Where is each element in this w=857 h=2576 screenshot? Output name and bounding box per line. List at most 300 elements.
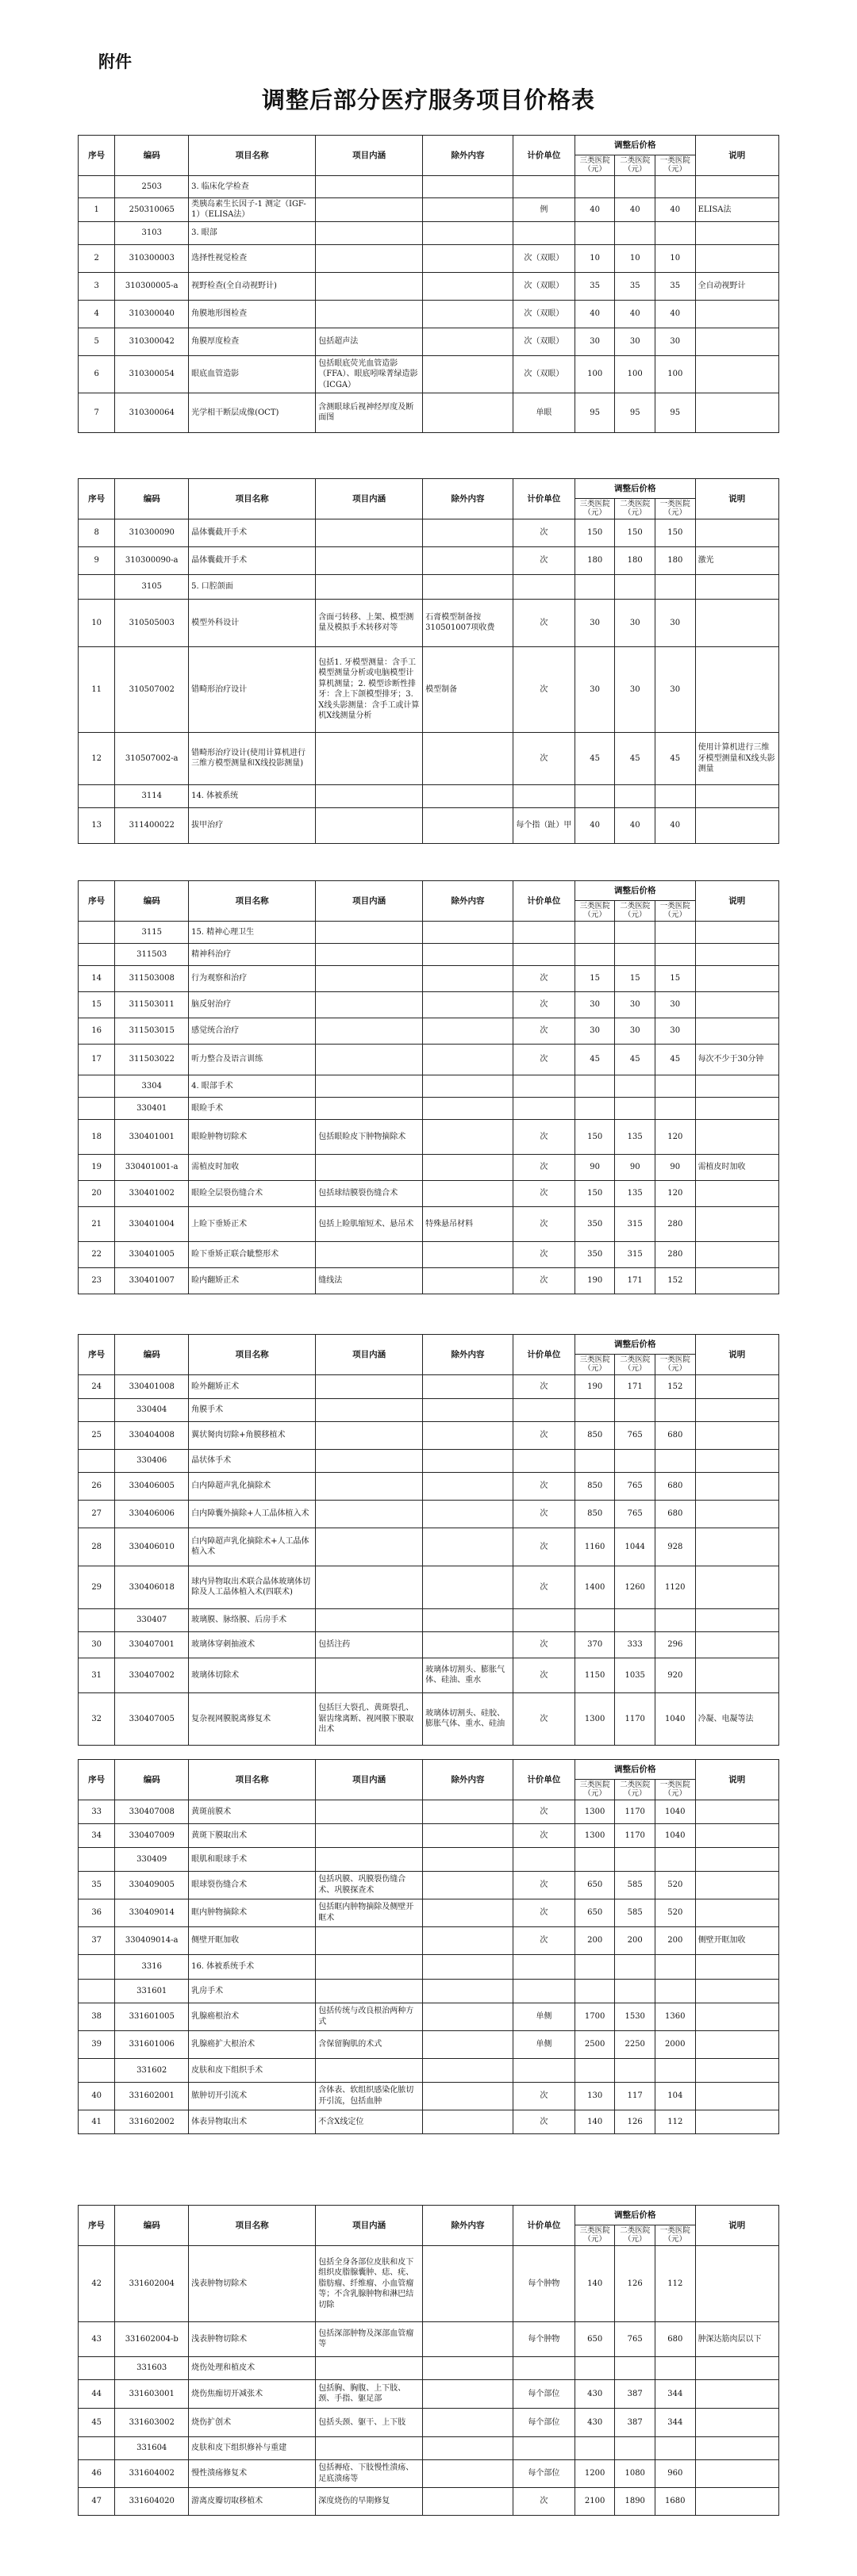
cell-seq: 1 — [79, 197, 115, 221]
cell-unit: 次 — [513, 1421, 575, 1449]
cell-code: 330406018 — [115, 1566, 189, 1608]
cell-code: 330404 — [115, 1398, 189, 1421]
cell-seq — [79, 2436, 115, 2459]
cell-unit — [513, 1847, 575, 1871]
cell-price-class2: 765 — [615, 1500, 655, 1528]
cell-name: 白内障超声乳化摘除术+人工晶体植入术 — [189, 1528, 316, 1566]
cell-code: 331602004 — [115, 2245, 189, 2321]
table-row — [79, 2082, 779, 2110]
cell-seq: 16 — [79, 1018, 115, 1044]
cell-content — [316, 1954, 423, 1979]
cell-content — [316, 943, 423, 965]
cell-unit: 次（双眼） — [513, 300, 575, 328]
cell-note — [695, 1097, 778, 1119]
cell-note — [695, 1528, 778, 1566]
cell-name: 玻璃体切除术 — [189, 1658, 316, 1692]
header-class1-hospital: 一类医院（元） — [655, 901, 695, 922]
cell-seq: 21 — [79, 1206, 115, 1241]
cell-unit: 次 — [513, 2110, 575, 2133]
header-note: 说明 — [695, 479, 778, 519]
cell-price-class1: 30 — [655, 646, 695, 732]
cell-unit: 每个部位 — [513, 2408, 575, 2436]
header-seq: 序号 — [79, 2206, 115, 2246]
cell-seq: 40 — [79, 2082, 115, 2110]
cell-price-class3 — [575, 2356, 615, 2379]
cell-code: 311503 — [115, 943, 189, 965]
cell-seq — [79, 1075, 115, 1097]
cell-name: 烧伤焦痂切开减张术 — [189, 2379, 316, 2408]
cell-seq: 22 — [79, 1241, 115, 1267]
cell-name: 皮肤和皮下组织手术 — [189, 2058, 316, 2082]
cell-content: 包括眼底荧光血管造影（FFA）、眼底吲哚菁绿造影（ICGA） — [316, 355, 423, 393]
cell-price-class2: 171 — [615, 1374, 655, 1398]
header-row — [79, 1335, 779, 1355]
cell-price-class3: 850 — [575, 1500, 615, 1528]
cell-price-class3: 30 — [575, 646, 615, 732]
cell-price-class3 — [575, 2436, 615, 2459]
cell-name: 14. 体被系统 — [189, 784, 316, 807]
cell-note — [695, 1421, 778, 1449]
category-row — [79, 2356, 779, 2379]
cell-price-class1 — [655, 1449, 695, 1472]
cell-note — [695, 574, 778, 599]
cell-excluded — [423, 1374, 513, 1398]
cell-note — [695, 221, 778, 244]
cell-name: 错畸形治疗设计 — [189, 646, 316, 732]
cell-note — [695, 1823, 778, 1847]
cell-excluded — [423, 574, 513, 599]
cell-content: 包括眶内肿物摘除及侧壁开眶术 — [316, 1899, 423, 1926]
cell-note — [695, 1018, 778, 1044]
cell-price-class2 — [615, 2356, 655, 2379]
cell-content — [316, 1800, 423, 1823]
cell-excluded — [423, 1180, 513, 1206]
cell-price-class1: 112 — [655, 2110, 695, 2133]
cell-note — [695, 1566, 778, 1608]
cell-unit: 次 — [513, 1180, 575, 1206]
cell-price-class1 — [655, 221, 695, 244]
header-adjusted-price: 调整后价格 — [575, 2206, 695, 2225]
header-row — [79, 881, 779, 901]
cell-price-class1: 45 — [655, 732, 695, 784]
cell-unit: 次 — [513, 1154, 575, 1180]
cell-code: 330401004 — [115, 1206, 189, 1241]
cell-note — [695, 921, 778, 943]
table-row — [79, 1018, 779, 1044]
cell-seq: 9 — [79, 546, 115, 574]
header-class3-hospital: 三类医院（元） — [575, 1780, 615, 1800]
cell-excluded — [423, 2459, 513, 2487]
cell-unit: 次 — [513, 1926, 575, 1954]
cell-seq: 43 — [79, 2321, 115, 2356]
cell-price-class3: 130 — [575, 2082, 615, 2110]
cell-code: 311503011 — [115, 991, 189, 1018]
cell-price-class3: 100 — [575, 355, 615, 393]
cell-content — [316, 1374, 423, 1398]
cell-price-class3: 30 — [575, 599, 615, 646]
table-row — [79, 272, 779, 300]
cell-name: 玻璃膜、脉络膜、后房手术 — [189, 1608, 316, 1631]
table-row — [79, 546, 779, 574]
cell-name: 听力整合及语言训练 — [189, 1044, 316, 1075]
table-row — [79, 300, 779, 328]
table-row — [79, 1871, 779, 1899]
cell-price-class1: 520 — [655, 1871, 695, 1899]
cell-note — [695, 1267, 778, 1294]
table-row — [79, 646, 779, 732]
cell-code: 310300064 — [115, 393, 189, 432]
cell-note — [695, 2379, 778, 2408]
cell-price-class3: 2500 — [575, 2030, 615, 2058]
cell-code: 3115 — [115, 921, 189, 943]
cell-price-class3: 45 — [575, 732, 615, 784]
cell-note — [695, 1180, 778, 1206]
cell-excluded — [423, 272, 513, 300]
cell-seq: 7 — [79, 393, 115, 432]
cell-name: 脑反射治疗 — [189, 991, 316, 1018]
cell-excluded — [423, 2321, 513, 2356]
cell-excluded — [423, 1267, 513, 1294]
cell-price-class1: 40 — [655, 300, 695, 328]
cell-code: 331602 — [115, 2058, 189, 2082]
cell-excluded — [423, 175, 513, 197]
cell-name: 角膜厚度检查 — [189, 328, 316, 355]
header-content: 项目内涵 — [316, 1760, 423, 1800]
cell-seq: 28 — [79, 1528, 115, 1566]
cell-name: 晶状体手术 — [189, 1449, 316, 1472]
cell-price-class1 — [655, 1075, 695, 1097]
header-code: 编码 — [115, 136, 189, 176]
table-row — [79, 244, 779, 272]
cell-unit: 次 — [513, 1899, 575, 1926]
cell-name: 视野检查(全自动视野计) — [189, 272, 316, 300]
cell-price-class3: 150 — [575, 1180, 615, 1206]
cell-price-class2: 135 — [615, 1119, 655, 1154]
table-row — [79, 2408, 779, 2436]
cell-price-class1 — [655, 1979, 695, 2003]
header-row — [79, 136, 779, 155]
category-row — [79, 1097, 779, 1119]
cell-unit: 次（双眼） — [513, 244, 575, 272]
cell-unit: 次（双眼） — [513, 328, 575, 355]
cell-excluded — [423, 1398, 513, 1421]
cell-content: 深度烧伤的早期修复 — [316, 2487, 423, 2515]
cell-code: 310300042 — [115, 328, 189, 355]
cell-content — [316, 574, 423, 599]
cell-price-class1: 1040 — [655, 1823, 695, 1847]
cell-name: 眶内肿物摘除术 — [189, 1899, 316, 1926]
cell-name: 白内障超声乳化摘除术 — [189, 1472, 316, 1500]
cell-code: 330406 — [115, 1449, 189, 1472]
cell-unit: 次 — [513, 1528, 575, 1566]
cell-price-class3: 190 — [575, 1374, 615, 1398]
header-class3-hospital: 三类医院（元） — [575, 2225, 615, 2246]
cell-price-class1 — [655, 1954, 695, 1979]
table-row — [79, 599, 779, 646]
cell-code: 310507002-a — [115, 732, 189, 784]
cell-price-class1: 280 — [655, 1241, 695, 1267]
table-row — [79, 1180, 779, 1206]
cell-seq — [79, 1847, 115, 1871]
cell-code: 330406006 — [115, 1500, 189, 1528]
header-name: 项目名称 — [189, 881, 316, 922]
cell-name: 游离皮瓣切取移植术 — [189, 2487, 316, 2515]
cell-note — [695, 2356, 778, 2379]
cell-name: 拔甲治疗 — [189, 807, 316, 843]
cell-note: 肿深达筋肉层以下 — [695, 2321, 778, 2356]
cell-seq: 37 — [79, 1926, 115, 1954]
cell-seq: 20 — [79, 1180, 115, 1206]
cell-excluded — [423, 2058, 513, 2082]
table-row — [79, 1044, 779, 1075]
category-row — [79, 2436, 779, 2459]
cell-code: 330401002 — [115, 1180, 189, 1206]
cell-price-class1: 960 — [655, 2459, 695, 2487]
cell-price-class3 — [575, 175, 615, 197]
header-row — [79, 1760, 779, 1780]
cell-code: 250310065 — [115, 197, 189, 221]
cell-code: 330409 — [115, 1847, 189, 1871]
cell-name: 复杂视网膜脱离修复术 — [189, 1692, 316, 1745]
cell-name: 5. 口腔颌面 — [189, 574, 316, 599]
cell-seq — [79, 943, 115, 965]
cell-seq: 30 — [79, 1631, 115, 1658]
cell-name: 眼球裂伤缝合术 — [189, 1871, 316, 1899]
cell-price-class3: 150 — [575, 1119, 615, 1154]
cell-seq: 10 — [79, 599, 115, 646]
cell-seq — [79, 2356, 115, 2379]
cell-unit — [513, 1954, 575, 1979]
cell-name: 眼睑全层裂伤缝合术 — [189, 1180, 316, 1206]
cell-content — [316, 1926, 423, 1954]
cell-note — [695, 1119, 778, 1154]
cell-code: 331603001 — [115, 2379, 189, 2408]
cell-price-class1: 180 — [655, 546, 695, 574]
cell-seq: 24 — [79, 1374, 115, 1398]
cell-unit: 次（双眼） — [513, 272, 575, 300]
cell-name: 眼睑手术 — [189, 1097, 316, 1119]
table-row — [79, 732, 779, 784]
cell-code: 310300090 — [115, 519, 189, 546]
header-unit: 计价单位 — [513, 2206, 575, 2246]
cell-note — [695, 244, 778, 272]
cell-seq: 45 — [79, 2408, 115, 2436]
price-table — [78, 1759, 779, 2134]
cell-price-class2 — [615, 943, 655, 965]
cell-content — [316, 1097, 423, 1119]
cell-unit: 每个肿物 — [513, 2245, 575, 2321]
cell-price-class2: 200 — [615, 1926, 655, 1954]
cell-content: 包括全身各部位皮肤和皮下组织皮脂腺囊肿、痣、疣、脂肪瘤、纤维瘤、小血管瘤等；不含乳腺肿物和淋巴结切除 — [316, 2245, 423, 2321]
cell-price-class2 — [615, 175, 655, 197]
cell-price-class2: 315 — [615, 1206, 655, 1241]
cell-price-class3: 140 — [575, 2110, 615, 2133]
table-row — [79, 1692, 779, 1745]
table-row — [79, 1241, 779, 1267]
cell-price-class1: 112 — [655, 2245, 695, 2321]
header-content: 项目内涵 — [316, 2206, 423, 2246]
cell-excluded — [423, 1472, 513, 1500]
cell-note — [695, 175, 778, 197]
cell-price-class2: 585 — [615, 1899, 655, 1926]
cell-excluded: 石膏模型制备按310501007项收费 — [423, 599, 513, 646]
header-excluded: 除外内容 — [423, 479, 513, 519]
table-row — [79, 1899, 779, 1926]
cell-price-class2: 15 — [615, 965, 655, 991]
cell-seq: 41 — [79, 2110, 115, 2133]
cell-price-class2 — [615, 1398, 655, 1421]
cell-price-class2: 171 — [615, 1267, 655, 1294]
cell-price-class3: 370 — [575, 1631, 615, 1658]
cell-name: 乳腺癌根治术 — [189, 2003, 316, 2030]
cell-excluded — [423, 1608, 513, 1631]
cell-note — [695, 2245, 778, 2321]
cell-price-class3: 430 — [575, 2379, 615, 2408]
cell-unit: 次 — [513, 646, 575, 732]
cell-unit — [513, 943, 575, 965]
cell-code: 310300090-a — [115, 546, 189, 574]
cell-unit: 次 — [513, 1800, 575, 1823]
header-class2-hospital: 二类医院（元） — [615, 901, 655, 922]
cell-code: 330406005 — [115, 1472, 189, 1500]
cell-name: 黄斑下膜取出术 — [189, 1823, 316, 1847]
cell-price-class2: 315 — [615, 1241, 655, 1267]
cell-seq: 15 — [79, 991, 115, 1018]
cell-content — [316, 2356, 423, 2379]
cell-code: 3304 — [115, 1075, 189, 1097]
cell-excluded — [423, 300, 513, 328]
price-table — [78, 1334, 779, 1746]
cell-excluded — [423, 784, 513, 807]
cell-code: 330401001 — [115, 1119, 189, 1154]
cell-price-class1: 520 — [655, 1899, 695, 1926]
cell-price-class1: 1040 — [655, 1692, 695, 1745]
cell-content — [316, 784, 423, 807]
cell-note — [695, 2408, 778, 2436]
header-adjusted-price: 调整后价格 — [575, 479, 695, 499]
cell-excluded — [423, 1954, 513, 1979]
cell-price-class3 — [575, 1449, 615, 1472]
cell-content: 包括褥疮、下肢慢性溃疡、足底溃疡等 — [316, 2459, 423, 2487]
cell-price-class3: 850 — [575, 1472, 615, 1500]
cell-note: 全自动视野计 — [695, 272, 778, 300]
header-unit: 计价单位 — [513, 479, 575, 519]
cell-name: 15. 精神心理卫生 — [189, 921, 316, 943]
cell-price-class3: 850 — [575, 1421, 615, 1449]
cell-name: 睑外翻矫正术 — [189, 1374, 316, 1398]
table-row — [79, 519, 779, 546]
cell-note — [695, 1500, 778, 1528]
cell-unit: 单侧 — [513, 2030, 575, 2058]
header-class3-hospital: 三类医院（元） — [575, 499, 615, 519]
cell-code: 330406010 — [115, 1528, 189, 1566]
category-row — [79, 784, 779, 807]
cell-unit: 次 — [513, 2082, 575, 2110]
cell-excluded — [423, 1018, 513, 1044]
cell-content — [316, 1658, 423, 1692]
cell-seq: 39 — [79, 2030, 115, 2058]
cell-content: 包括巨大裂孔、黄斑裂孔、锯齿缘离断、视网膜下膜取出术 — [316, 1692, 423, 1745]
cell-content — [316, 1472, 423, 1500]
cell-price-class3 — [575, 1847, 615, 1871]
header-note: 说明 — [695, 1335, 778, 1375]
cell-name: 乳腺癌扩大根治术 — [189, 2030, 316, 2058]
cell-seq: 42 — [79, 2245, 115, 2321]
table-row — [79, 1472, 779, 1500]
cell-unit — [513, 574, 575, 599]
header-excluded: 除外内容 — [423, 136, 513, 176]
cell-unit: 次 — [513, 1500, 575, 1528]
cell-name: 脓肿切开引流术 — [189, 2082, 316, 2110]
cell-unit — [513, 921, 575, 943]
header-code: 编码 — [115, 1760, 189, 1800]
cell-price-class1: 1120 — [655, 1566, 695, 1608]
cell-price-class1 — [655, 784, 695, 807]
cell-excluded — [423, 991, 513, 1018]
cell-content — [316, 807, 423, 843]
table-row — [79, 1566, 779, 1608]
cell-excluded — [423, 732, 513, 784]
cell-price-class1: 344 — [655, 2379, 695, 2408]
cell-unit — [513, 175, 575, 197]
cell-price-class3: 1160 — [575, 1528, 615, 1566]
cell-price-class2: 387 — [615, 2379, 655, 2408]
cell-name: 睑下垂矫正联合眦整形术 — [189, 1241, 316, 1267]
page-title: 调整后部分医疗服务项目价格表 — [261, 86, 595, 113]
category-row — [79, 921, 779, 943]
cell-price-class2: 1170 — [615, 1692, 655, 1745]
cell-content: 缝线法 — [316, 1267, 423, 1294]
cell-excluded — [423, 1097, 513, 1119]
category-row — [79, 175, 779, 197]
cell-code: 331604002 — [115, 2459, 189, 2487]
cell-seq: 47 — [79, 2487, 115, 2515]
cell-code: 310300040 — [115, 300, 189, 328]
cell-price-class1: 45 — [655, 1044, 695, 1075]
cell-note — [695, 2082, 778, 2110]
cell-excluded — [423, 197, 513, 221]
category-row — [79, 1398, 779, 1421]
header-adjusted-price: 调整后价格 — [575, 881, 695, 901]
cell-code: 330407002 — [115, 1658, 189, 1692]
table-row — [79, 991, 779, 1018]
category-row — [79, 574, 779, 599]
cell-note — [695, 965, 778, 991]
cell-excluded — [423, 921, 513, 943]
cell-excluded — [423, 2356, 513, 2379]
cell-content: 包括球结膜裂伤缝合术 — [316, 1180, 423, 1206]
cell-price-class2 — [615, 221, 655, 244]
cell-price-class2: 150 — [615, 519, 655, 546]
cell-excluded — [423, 1241, 513, 1267]
header-content: 项目内涵 — [316, 881, 423, 922]
cell-price-class3: 15 — [575, 965, 615, 991]
header-class3-hospital: 三类医院（元） — [575, 155, 615, 176]
cell-price-class1: 344 — [655, 2408, 695, 2436]
cell-excluded — [423, 1119, 513, 1154]
cell-price-class2: 1260 — [615, 1566, 655, 1608]
cell-price-class3: 350 — [575, 1206, 615, 1241]
cell-unit — [513, 2436, 575, 2459]
cell-price-class3 — [575, 1954, 615, 1979]
cell-price-class1: 100 — [655, 355, 695, 393]
cell-price-class1 — [655, 2436, 695, 2459]
cell-code: 330407008 — [115, 1800, 189, 1823]
table-row — [79, 2030, 779, 2058]
cell-price-class3: 30 — [575, 1018, 615, 1044]
cell-content — [316, 1449, 423, 1472]
table-row — [79, 1119, 779, 1154]
